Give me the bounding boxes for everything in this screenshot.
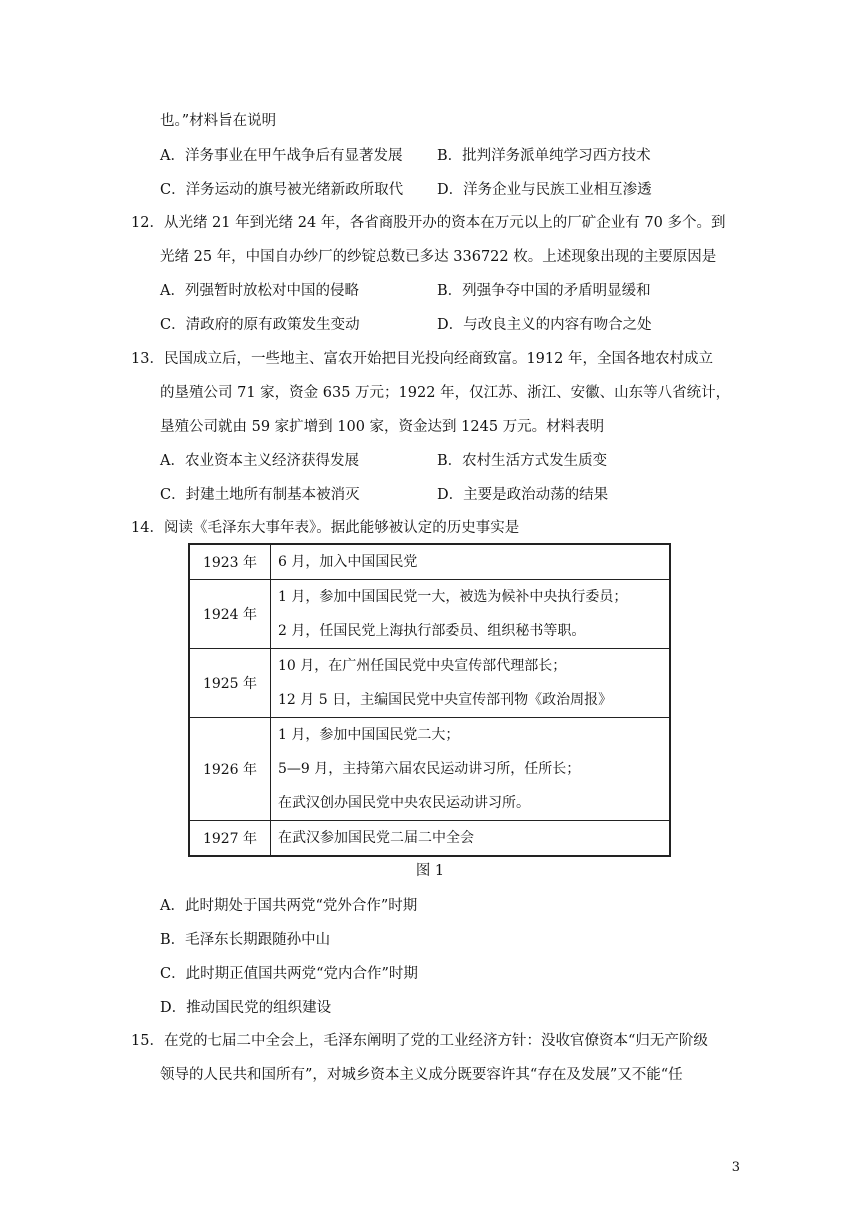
events-cell <box>271 718 671 821</box>
q14-option-c: C．此时期正值国共两党“党内合作”时期 <box>160 966 418 982</box>
table-row <box>189 580 670 649</box>
event-line: 5—9 月，主持第六届农民运动讲习所，任所长； <box>278 761 581 777</box>
events-cell <box>271 821 671 857</box>
q12-stem-line-2: 光绪 25 年，中国自办纱厂的纱锭总数已多达 336722 枚。上述现象出现的主要原因是 <box>160 249 717 265</box>
q15-stem-line-1: 15．在党的七届二中全会上，毛泽东阐明了党的工业经济方针：没收官僚资本“归无产阶级 <box>131 1033 708 1049</box>
year-cell: 1925 年 <box>189 649 271 718</box>
event-line: 10 月，在广州任国民党中央宣传部代理部长； <box>278 658 567 674</box>
table-row <box>189 821 670 857</box>
event-line: 6 月，加入中国国民党 <box>278 554 418 570</box>
q13-option-a: A．农业资本主义经济获得发展 <box>160 453 359 469</box>
year-cell: 1924 年 <box>189 580 271 649</box>
event-line: 2 月，任国民党上海执行部委员、组织秘书等职。 <box>278 623 586 639</box>
q11-option-c: C．洋务运动的旗号被光绪新政所取代 <box>160 182 404 198</box>
table-row <box>189 649 670 718</box>
q11-option-a: A．洋务事业在甲午战争后有显著发展 <box>160 148 403 164</box>
page-number: 3 <box>731 1160 740 1175</box>
q14-option-b: B．毛泽东长期跟随孙中山 <box>160 932 331 948</box>
q12-option-b: B．列强争夺中国的矛盾明显缓和 <box>437 283 651 299</box>
q14-option-a: A．此时期处于国共两党“党外合作”时期 <box>160 898 418 914</box>
q13-stem-line-2: 的垦殖公司 71 家，资金 635 万元；1922 年，仅江苏、浙江、安徽、山东等八省统计， <box>160 385 731 401</box>
q13-stem-line-3: 垦殖公司就由 59 家扩增到 100 家，资金达到 1245 万元。材料表明 <box>160 419 605 435</box>
q11-stem-tail: 也。”材料旨在说明 <box>160 113 277 129</box>
events-cell <box>271 544 671 580</box>
table-row <box>189 718 670 821</box>
q12-stem-line-1: 12．从光绪 21 年到光绪 24 年，各省商股开办的资本在万元以上的厂矿企业有 70 多个。到 <box>131 215 726 231</box>
year-cell: 1923 年 <box>189 544 271 580</box>
event-line: 1 月，参加中国国民党一大，被选为候补中央执行委员； <box>278 589 628 605</box>
q14-stem: 14．阅读《毛泽东大事年表》。据此能够被认定的历史事实是 <box>131 520 520 536</box>
mao-chronology-table <box>188 543 671 857</box>
event-line: 12 月 5 日，主编国民党中央宣传部刊物《政治周报》 <box>278 692 613 708</box>
q11-option-d: D．洋务企业与民族工业相互渗透 <box>437 182 652 198</box>
q12-option-d: D．与改良主义的内容有吻合之处 <box>437 317 652 333</box>
figure-caption: 图 1 <box>415 863 445 879</box>
event-line: 在武汉创办国民党中央农民运动讲习所。 <box>278 795 530 811</box>
q11-option-b: B．批判洋务派单纯学习西方技术 <box>437 148 651 164</box>
table-row <box>189 544 670 580</box>
q12-option-a: A．列强暂时放松对中国的侵略 <box>160 283 359 299</box>
q13-option-d: D．主要是政治动荡的结果 <box>437 487 609 503</box>
events-cell <box>271 580 671 649</box>
events-cell <box>271 649 671 718</box>
year-cell: 1926 年 <box>189 718 271 821</box>
q12-option-c: C．清政府的原有政策发生变动 <box>160 317 360 333</box>
q15-stem-line-2: 领导的人民共和国所有”，对城乡资本主义成分既要容许其“存在及发展”又不能“任 <box>160 1067 683 1083</box>
event-line: 1 月，参加中国国民党二大； <box>278 727 460 743</box>
event-line: 在武汉参加国民党二届二中全会 <box>278 830 474 846</box>
q13-stem-line-1: 13．民国成立后，一些地主、富农开始把目光投向经商致富。1912 年，全国各地农村成立 <box>131 351 713 367</box>
q14-option-d: D．推动国民党的组织建设 <box>160 1000 332 1016</box>
q13-option-c: C．封建土地所有制基本被消灭 <box>160 487 360 503</box>
q13-option-b: B．农村生活方式发生质变 <box>437 453 608 469</box>
year-cell: 1927 年 <box>189 821 271 857</box>
